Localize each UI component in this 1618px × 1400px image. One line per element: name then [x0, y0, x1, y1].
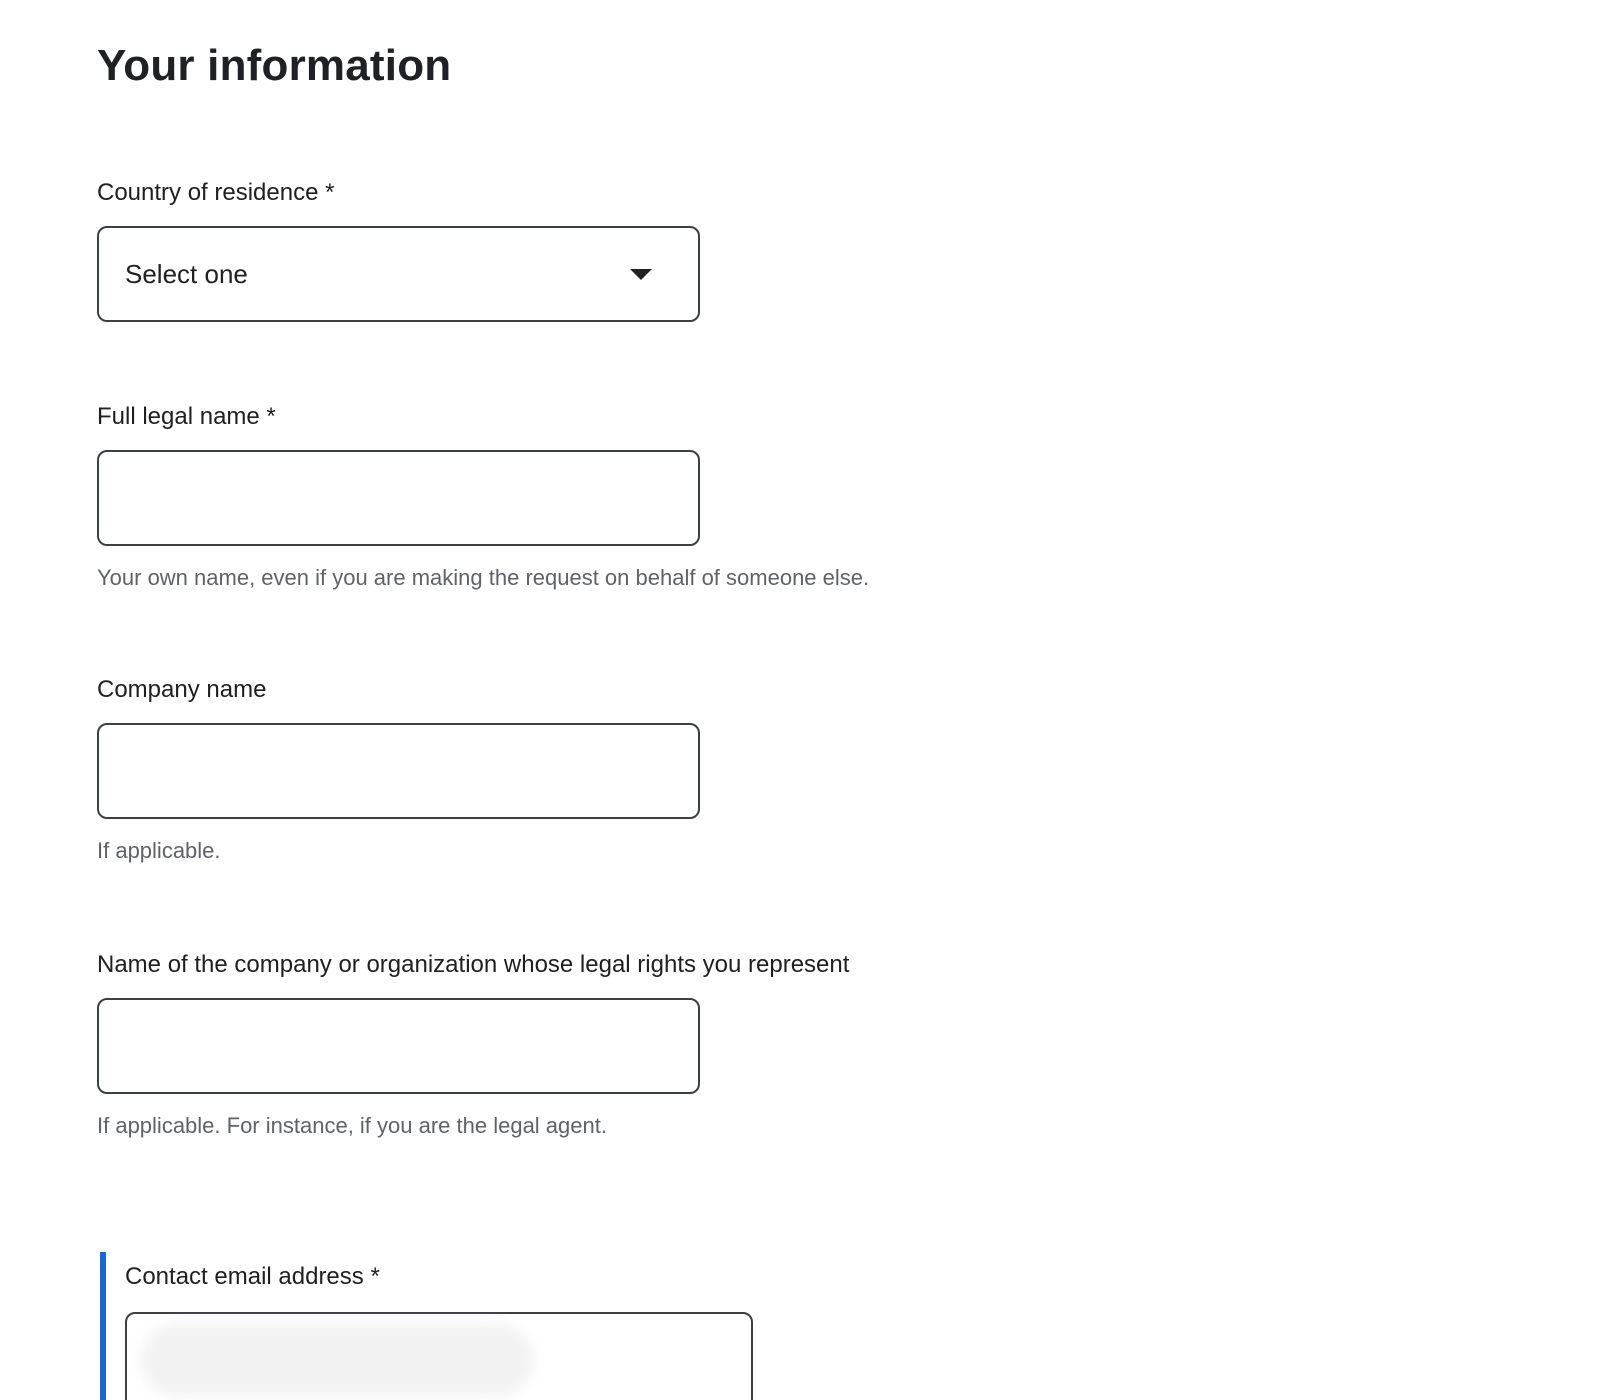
- contact-email-label: Contact email address *: [125, 1263, 380, 1291]
- company-name-input[interactable]: [97, 723, 700, 819]
- contact-email-input-wrapper: [125, 1312, 753, 1400]
- country-of-residence-label: Country of residence *: [97, 179, 335, 207]
- page-title: Your information: [97, 41, 452, 90]
- field-full-legal-name: [97, 402, 1618, 593]
- represented-organization-input[interactable]: [97, 998, 700, 1094]
- represented-organization-label: Name of the company or organization whose legal rights you represent: [97, 950, 850, 978]
- contact-email-input[interactable]: [125, 1312, 753, 1400]
- chevron-down-icon: [630, 269, 652, 280]
- field-company-name: [97, 675, 1618, 866]
- full-legal-name-input[interactable]: [97, 450, 700, 546]
- country-select-value: Select one: [125, 258, 248, 289]
- represented-organization-helper: If applicable. For instance, if you are the legal agent.: [97, 1112, 607, 1138]
- company-name-label: Company name: [97, 675, 267, 703]
- focus-indicator-bar: [100, 1252, 106, 1400]
- full-legal-name-helper: Your own name, even if you are making the request on behalf of someone else.: [97, 565, 870, 591]
- field-represented-organization: [97, 950, 1618, 1141]
- country-of-residence-select[interactable]: [97, 226, 700, 322]
- field-contact-email: [100, 1252, 753, 1400]
- full-legal-name-label: Full legal name *: [97, 403, 276, 431]
- field-country-of-residence: [97, 178, 1618, 322]
- company-name-helper: If applicable.: [97, 837, 221, 863]
